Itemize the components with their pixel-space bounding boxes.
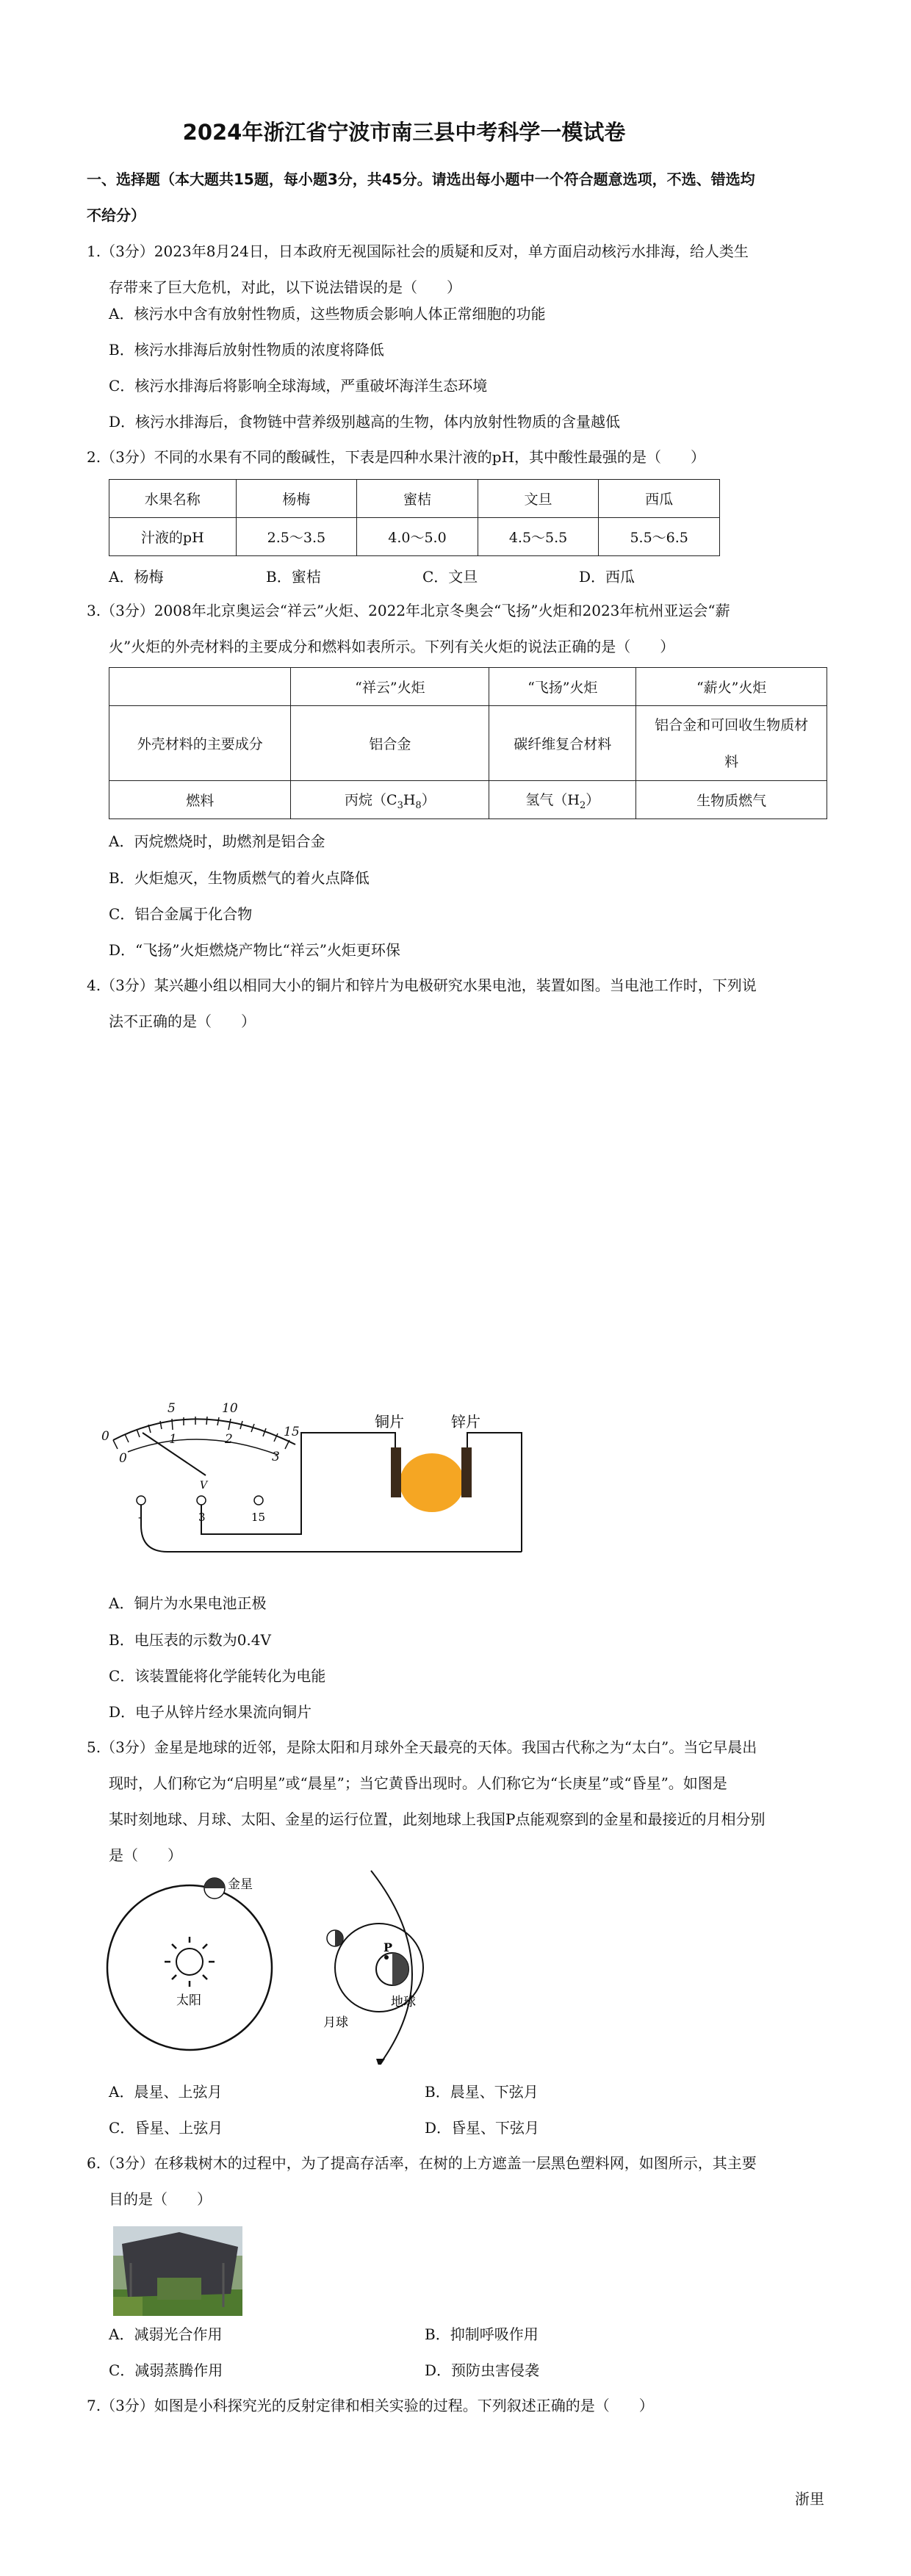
q3-header-cell: “飞扬”火炬 <box>489 668 636 706</box>
scale-outer-label: 0 <box>101 1429 109 1444</box>
zinc-plate <box>461 1447 472 1497</box>
q3-option-c: C．铝合金属于化合物 <box>109 905 253 923</box>
p-label: P <box>384 1940 393 1954</box>
scale-inner-label: 0 <box>119 1451 127 1466</box>
q3-header-cell: “祥云”火炬 <box>291 668 489 706</box>
orbit-arrow <box>376 2059 385 2065</box>
q3-header-cell <box>109 668 291 706</box>
section-heading-line1: 一、选择题（本大题共15题，每小题3分，共45分。请选出每小题中一个符合题意选项，不选、错选均 <box>87 170 755 188</box>
question-6-line2: 目的是（ ） <box>109 2190 212 2208</box>
scale-outer-label: 10 <box>222 1401 238 1416</box>
scale-inner-label: 2 <box>225 1432 233 1447</box>
terminal-label: 3 <box>198 1511 206 1524</box>
q3-cell <box>291 781 489 819</box>
q2-cell: 4.5～5.5 <box>478 518 599 556</box>
hydrogen-formula: 氢气$(H_2)$ <box>525 791 600 811</box>
voltmeter-unit: V <box>200 1480 208 1492</box>
copper-plate <box>391 1447 401 1497</box>
q1-option-b: B．核污水排海后放射性物质的浓度将降低 <box>109 341 384 359</box>
exam-title: 2024年浙江省宁波市南三县中考科学一模试卷 <box>182 120 626 145</box>
question-1-line2: 存带来了巨大危机，对此，以下说法错误的是（ ） <box>109 278 461 296</box>
question-5-line1: 5.（3分）金星是地球的近邻，是除太阳和月球外全天最亮的天体。我国古代称之为“太白”。当它早晨出 <box>87 1738 757 1756</box>
page-footer: 浙里 <box>795 2490 824 2508</box>
q2-header-cell: 蜜桔 <box>357 480 478 518</box>
fruit-battery-figure <box>96 1381 536 1572</box>
q2-cell: 汁液的pH <box>109 518 237 556</box>
terminal-15 <box>254 1496 263 1505</box>
question-5-line4: 是（ ） <box>109 1846 182 1864</box>
section-heading-line2: 不给分） <box>87 206 145 224</box>
q5-option-b: B．晨星、下弦月 <box>425 2083 539 2101</box>
question-6-line1: 6.（3分）在移栽树木的过程中，为了提高存活率，在树的上方遮盖一层黑色塑料网，如图所示，其主要 <box>87 2154 757 2172</box>
q2-ph-table <box>109 479 720 556</box>
q2-header-cell: 杨梅 <box>236 480 357 518</box>
q1-option-d: D．核污水排海后，食物链中营养级别越高的生物，体内放射性物质的含量越低 <box>109 413 621 431</box>
voltmeter-ticks <box>113 1417 289 1449</box>
q5-option-a: A．晨星、上弦月 <box>109 2083 223 2101</box>
q3-cell-line: 铝合金和可回收生物质材 <box>655 716 809 733</box>
question-2 <box>87 439 836 475</box>
q3-option-a: A．丙烷燃烧时，助燃剂是铝合金 <box>109 832 325 850</box>
voltmeter-scale-arc-inner <box>128 1439 278 1455</box>
point-p <box>384 1955 389 1960</box>
q3-torch-table <box>109 667 827 819</box>
terminal-negative <box>137 1496 145 1505</box>
q3-cell: 外壳材料的主要成分 <box>109 706 291 781</box>
question-6 <box>87 2145 836 2217</box>
question-3-line2: 火”火炬的外壳材料的主要成分和燃料如表所示。下列有关火炬的说法正确的是（ ） <box>109 638 675 655</box>
q3-option-d: D．“飞扬”火炬燃烧产物比“祥云”火炬更环保 <box>109 941 400 959</box>
question-1 <box>87 234 836 306</box>
q2-header-cell: 文旦 <box>478 480 599 518</box>
q3-cell: 碳纤维复合材料 <box>489 706 636 781</box>
venus-earth-figure <box>103 1866 455 2065</box>
sun-icon <box>176 1949 203 1975</box>
q5-option-d: D．昏星、下弦月 <box>425 2119 540 2137</box>
q3-cell: 生物质燃气 <box>636 781 827 819</box>
q2-cell: 2.5～3.5 <box>236 518 357 556</box>
wire-zinc <box>467 1433 522 1552</box>
question-7-stem: 7.（3分）如图是小科探究光的反射定律和相关实验的过程。下列叙述正确的是（ ） <box>87 2397 654 2414</box>
scale-inner-label: 1 <box>169 1432 177 1447</box>
question-4-line1: 4.（3分）某兴趣小组以相同大小的铜片和锌片为电极研究水果电池，装置如图。当电池工作时，下列说 <box>87 976 757 994</box>
q2-header-cell: 西瓜 <box>599 480 720 518</box>
q3-cell <box>489 781 636 819</box>
question-2-stem: 2.（3分）不同的水果有不同的酸碱性，下表是四种水果汁液的pH，其中酸性最强的是（ ） <box>87 448 706 466</box>
venus-label: 金星 <box>228 1877 253 1892</box>
q4-option-d: D．电子从锌片经水果流向铜片 <box>109 1703 312 1721</box>
sun-label: 太阳 <box>176 1993 201 2008</box>
q3-header-cell: “薪火”火炬 <box>636 668 827 706</box>
q4-option-c: C．该装置能将化学能转化为电能 <box>109 1667 326 1685</box>
q2-cell: 5.5～6.5 <box>599 518 720 556</box>
wire-positive <box>201 1433 395 1534</box>
q2-option-a: A．杨梅 <box>109 568 164 586</box>
earth-dark-half <box>392 1953 408 1985</box>
q3-cell: 燃料 <box>109 781 291 819</box>
terminal-3 <box>197 1496 206 1505</box>
earth-label: 地球 <box>391 1995 416 2010</box>
propane-formula: 丙烷$(C_3H_8)$ <box>345 791 436 811</box>
question-5 <box>87 1730 836 1874</box>
question-3-line1: 3.（3分）2008年北京奥运会“祥云”火炬、2022年北京冬奥会“飞扬”火炬和2023年杭州亚运会“薪 <box>87 602 730 619</box>
q3-cell: 铝合金 <box>291 706 489 781</box>
question-7 <box>87 2388 836 2424</box>
venus-dark-half <box>204 1878 225 1888</box>
q2-header-cell: 水果名称 <box>109 480 237 518</box>
scale-inner-label: 3 <box>272 1450 280 1464</box>
terminal-label: 15 <box>251 1511 266 1524</box>
question-5-line2: 现时，人们称它为“启明星”或“晨星”；当它黄昏出现时。人们称它为“长庚星”或“昏星”。如图是 <box>109 1774 727 1792</box>
question-4-line2: 法不正确的是（ ） <box>109 1012 256 1030</box>
fruit <box>400 1453 464 1512</box>
q3-cell <box>636 706 827 781</box>
q1-option-c: C．核污水排海后将影响全球海域，严重破坏海洋生态环境 <box>109 377 488 395</box>
q4-option-a: A．铜片为水果电池正极 <box>109 1594 267 1612</box>
shade-net-photo <box>113 2226 242 2316</box>
voltmeter-scale-arc <box>113 1419 295 1444</box>
q6-option-c: C．减弱蒸腾作用 <box>109 2361 223 2379</box>
q4-option-b: B．电压表的示数为0.4V <box>109 1631 271 1649</box>
q2-option-d: D．西瓜 <box>579 568 635 586</box>
q6-option-a: A．减弱光合作用 <box>109 2325 223 2343</box>
zinc-label: 锌片 <box>451 1413 480 1431</box>
q1-option-a: A．核污水中含有放射性物质，这些物质会影响人体正常细胞的功能 <box>109 305 546 323</box>
q2-option-c: C．文旦 <box>422 568 478 586</box>
copper-label: 铜片 <box>375 1413 404 1431</box>
q6-option-b: B．抑制呼吸作用 <box>425 2325 539 2343</box>
scale-outer-label: 15 <box>284 1425 300 1439</box>
question-1-line1: 1.（3分）2023年8月24日，日本政府无视国际社会的质疑和反对，单方面启动核污水排海，给人类生 <box>87 242 749 260</box>
scale-outer-label: 5 <box>168 1401 176 1416</box>
question-3 <box>87 593 836 665</box>
q3-option-b: B．火炬熄灭，生物质燃气的着火点降低 <box>109 869 370 887</box>
q2-option-b: B．蜜桔 <box>266 568 321 586</box>
section-heading <box>87 162 836 234</box>
q6-option-d: D．预防虫害侵袭 <box>425 2361 540 2379</box>
question-5-line3: 某时刻地球、月球、太阳、金星的运行位置，此刻地球上我国P点能观察到的金星和最接近的月相分别 <box>109 1810 766 1828</box>
q5-option-c: C．昏星、上弦月 <box>109 2119 223 2137</box>
question-4 <box>87 968 836 1040</box>
terminal-label: - <box>138 1511 143 1524</box>
q3-cell-line: 料 <box>724 753 739 770</box>
moon-label: 月球 <box>323 2015 348 2030</box>
q2-cell: 4.0～5.0 <box>357 518 478 556</box>
